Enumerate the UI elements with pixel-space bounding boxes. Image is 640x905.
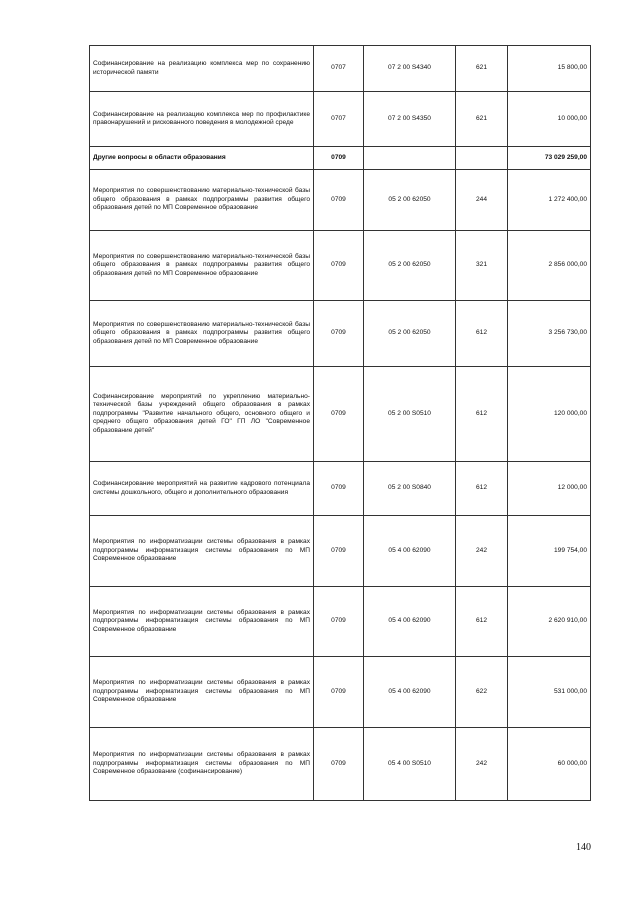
- amount-cell: 10 000,00: [508, 92, 591, 147]
- section-code-cell: 0707: [314, 46, 364, 92]
- section-code-cell: 0709: [314, 462, 364, 516]
- budget-description-cell: Софинансирование на реализацию комплекса мер по профилактике правонарушений и рискованного поведения в молодежной среде: [90, 92, 314, 147]
- amount-cell: 73 029 259,00: [508, 147, 591, 170]
- budget-description-cell: Софинансирование мероприятий на развитие кадрового потенциала системы дошкольного, общего и дополнительного образования: [90, 462, 314, 516]
- section-code-cell: 0709: [314, 231, 364, 301]
- table-row: [90, 367, 591, 462]
- budget-description-cell: Мероприятия по информатизации системы образования в рамках подпрограммы информатизация системы образования по МП Современное образование: [90, 516, 314, 587]
- budget-description-cell: Софинансирование мероприятий по укреплению материально-технической базы учреждений общего образования в рамках подпрограммы "Развитие начального общего, основного общего и среднего общего образования детей ГО" ГП ЛО "Современное образование детей": [90, 367, 314, 462]
- table-row: [90, 516, 591, 587]
- budget-description-cell: Мероприятия по информатизации системы образования в рамках подпрограммы информатизация системы образования по МП Современное образование (софинансирование): [90, 728, 314, 801]
- expense-type-cell: 621: [456, 46, 508, 92]
- target-article-cell: 05 4 00 62090: [364, 657, 456, 728]
- target-article-cell: 05 4 00 62090: [364, 587, 456, 657]
- table-row: [90, 301, 591, 367]
- amount-cell: 60 000,00: [508, 728, 591, 801]
- budget-description-cell: Мероприятия по совершенствованию материально-технической базы общего образования в рамках подпрограммы развития общего образования детей по МП Современное образование: [90, 170, 314, 231]
- budget-description-cell: Другие вопросы в области образования: [90, 147, 314, 170]
- amount-cell: 1 272 400,00: [508, 170, 591, 231]
- table-row: [90, 728, 591, 801]
- target-article-cell: 05 4 00 S0510: [364, 728, 456, 801]
- budget-description-cell: Мероприятия по информатизации системы образования в рамках подпрограммы информатизация системы образования по МП Современное образование: [90, 587, 314, 657]
- table-row: [90, 462, 591, 516]
- section-code-cell: 0709: [314, 301, 364, 367]
- target-article-cell: 05 4 00 62090: [364, 516, 456, 587]
- table-row: [90, 657, 591, 728]
- target-article-cell: 07 2 00 S4350: [364, 92, 456, 147]
- amount-cell: 531 000,00: [508, 657, 591, 728]
- table-row: [90, 587, 591, 657]
- budget-table: [89, 45, 591, 801]
- expense-type-cell: 622: [456, 657, 508, 728]
- budget-description-cell: Мероприятия по совершенствованию материально-технической базы общего образования в рамках подпрограммы развития общего образования детей по МП Современное образование: [90, 231, 314, 301]
- section-code-cell: 0709: [314, 147, 364, 170]
- expense-type-cell: 621: [456, 92, 508, 147]
- target-article-cell: 05 2 00 62050: [364, 231, 456, 301]
- section-code-cell: 0709: [314, 367, 364, 462]
- amount-cell: 120 000,00: [508, 367, 591, 462]
- target-article-cell: 05 2 00 62050: [364, 301, 456, 367]
- section-code-cell: 0709: [314, 516, 364, 587]
- section-code-cell: 0709: [314, 728, 364, 801]
- expense-type-cell: [456, 147, 508, 170]
- amount-cell: 199 754,00: [508, 516, 591, 587]
- target-article-cell: 05 2 00 S0840: [364, 462, 456, 516]
- section-code-cell: 0707: [314, 92, 364, 147]
- table-row: [90, 92, 591, 147]
- expense-type-cell: 244: [456, 170, 508, 231]
- section-code-cell: 0709: [314, 170, 364, 231]
- expense-type-cell: 321: [456, 231, 508, 301]
- target-article-cell: 07 2 00 S4340: [364, 46, 456, 92]
- table-row: [90, 231, 591, 301]
- expense-type-cell: 242: [456, 516, 508, 587]
- table-row: [90, 46, 591, 92]
- amount-cell: 12 000,00: [508, 462, 591, 516]
- target-article-cell: 05 2 00 62050: [364, 170, 456, 231]
- expense-type-cell: 612: [456, 462, 508, 516]
- budget-description-cell: Софинансирование на реализацию комплекса мер по сохранению исторической памяти: [90, 46, 314, 92]
- amount-cell: 15 800,00: [508, 46, 591, 92]
- table-row: [90, 147, 591, 170]
- amount-cell: 3 256 730,00: [508, 301, 591, 367]
- budget-description-cell: Мероприятия по совершенствованию материально-технической базы общего образования в рамках подпрограммы развития общего образования детей по МП Современное образование: [90, 301, 314, 367]
- target-article-cell: [364, 147, 456, 170]
- expense-type-cell: 612: [456, 367, 508, 462]
- target-article-cell: 05 2 00 S0510: [364, 367, 456, 462]
- expense-type-cell: 612: [456, 301, 508, 367]
- budget-table-body: [90, 46, 591, 801]
- amount-cell: 2 620 910,00: [508, 587, 591, 657]
- expense-type-cell: 242: [456, 728, 508, 801]
- table-row: [90, 170, 591, 231]
- section-code-cell: 0709: [314, 657, 364, 728]
- expense-type-cell: 612: [456, 587, 508, 657]
- section-code-cell: 0709: [314, 587, 364, 657]
- page-number: 140: [576, 842, 591, 853]
- budget-description-cell: Мероприятия по информатизации системы образования в рамках подпрограммы информатизация системы образования по МП Современное образование: [90, 657, 314, 728]
- amount-cell: 2 856 000,00: [508, 231, 591, 301]
